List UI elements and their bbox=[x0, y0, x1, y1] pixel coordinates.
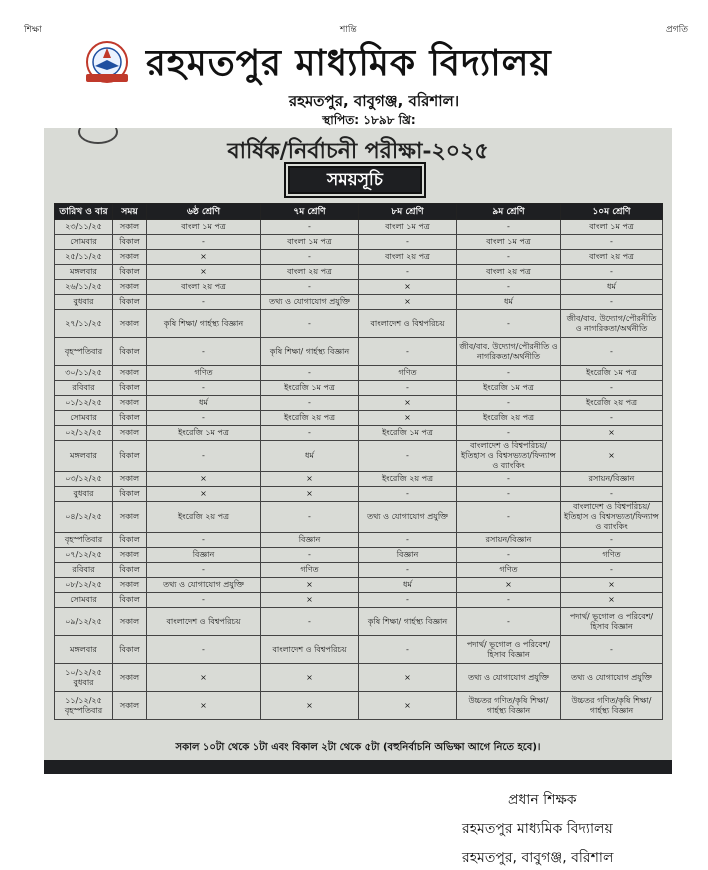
subject-cell: × bbox=[261, 593, 359, 608]
session-cell: সকাল bbox=[113, 608, 147, 636]
session-cell: সকাল bbox=[113, 366, 147, 381]
subject-cell: বিজ্ঞান bbox=[147, 548, 261, 563]
established-year: স্থাপিত: ১৮৯৮ খ্রি: bbox=[322, 113, 416, 127]
subject-cell: উচ্চতর গণিত/কৃষি শিক্ষা/ গার্হস্থ্য বিজ্ঞান bbox=[561, 692, 663, 720]
table-row bbox=[55, 381, 663, 396]
subject-cell: কৃষি শিক্ষা/ গার্হস্থ্য বিজ্ঞান bbox=[359, 608, 457, 636]
subject-cell: - bbox=[359, 265, 457, 280]
subject-cell: ইংরেজি ১ম পত্র bbox=[457, 381, 561, 396]
subject-cell: বাংলাদেশ ও বিশ্বপরিচয় bbox=[261, 636, 359, 664]
subject-cell: × bbox=[147, 692, 261, 720]
table-row bbox=[55, 411, 663, 426]
session-cell: সকাল bbox=[113, 220, 147, 235]
session-cell: সকাল bbox=[113, 310, 147, 338]
subject-cell: - bbox=[261, 366, 359, 381]
session-cell: সকাল bbox=[113, 664, 147, 692]
subject-cell: × bbox=[457, 578, 561, 593]
subject-cell: - bbox=[457, 280, 561, 295]
subject-cell: পদার্থ/ ভূগোল ও পরিবেশ/ হিসাব বিজ্ঞান bbox=[457, 636, 561, 664]
subject-cell: ধর্ম bbox=[261, 441, 359, 472]
table-row bbox=[55, 533, 663, 548]
date-cell: সোমবার bbox=[55, 593, 113, 608]
exam-schedule-table bbox=[54, 203, 663, 720]
subject-cell: × bbox=[147, 265, 261, 280]
subject-cell: বাংলাদেশ ও বিশ্বপরিচয়/ইতিহাস ও বিশ্বসভ্যতা/ফিন্যান্স ও ব্যাংকিং bbox=[561, 502, 663, 533]
subject-cell: - bbox=[359, 636, 457, 664]
date-cell: বৃহস্পতিবার bbox=[55, 533, 113, 548]
subject-cell: জীব/বাব. উদ্যোগ/পৌরনীতি ও নাগরিকতা/অর্থনীতি bbox=[561, 310, 663, 338]
subject-cell: × bbox=[561, 578, 663, 593]
date-cell: মঙ্গলবার bbox=[55, 636, 113, 664]
session-cell: বিকাল bbox=[113, 265, 147, 280]
subject-cell: বাংলা ১ম পত্র bbox=[359, 220, 457, 235]
subject-cell: ধর্ম bbox=[457, 295, 561, 310]
subject-cell: কৃষি শিক্ষা/ গার্হস্থ্য বিজ্ঞান bbox=[147, 310, 261, 338]
table-row bbox=[55, 578, 663, 593]
subject-cell: - bbox=[457, 608, 561, 636]
subject-cell: রসায়ন/বিজ্ঞান bbox=[457, 533, 561, 548]
exam-time-note: সকাল ১০টা থেকে ১টা এবং বিকাল ২টা থেকে ৫টা (বহুনির্বাচনি অভিক্ষা আগে নিতে হবে)। bbox=[175, 742, 541, 753]
column-header: ১০ম শ্রেণি bbox=[561, 204, 663, 220]
session-cell: বিকাল bbox=[113, 295, 147, 310]
table-row bbox=[55, 563, 663, 578]
subject-cell: × bbox=[359, 664, 457, 692]
subject-cell: - bbox=[359, 533, 457, 548]
session-cell: সকাল bbox=[113, 502, 147, 533]
table-row bbox=[55, 338, 663, 366]
subject-cell: - bbox=[147, 235, 261, 250]
subject-cell: × bbox=[359, 692, 457, 720]
subject-cell: ইংরেজি ২য় পত্র bbox=[561, 396, 663, 411]
subject-cell: - bbox=[359, 235, 457, 250]
session-cell: সকাল bbox=[113, 578, 147, 593]
subject-cell: বাংলা ১ম পত্র bbox=[147, 220, 261, 235]
table-header-row bbox=[55, 204, 663, 220]
subject-cell: গণিত bbox=[561, 548, 663, 563]
subject-cell: বাংলা ১ম পত্র bbox=[457, 235, 561, 250]
date-cell: ২৭/১১/২৫ bbox=[55, 310, 113, 338]
subject-cell: - bbox=[457, 472, 561, 487]
subject-cell: ইংরেজি ১ম পত্র bbox=[359, 426, 457, 441]
subject-cell: - bbox=[457, 396, 561, 411]
date-cell: ০২/১২/২৫ bbox=[55, 426, 113, 441]
date-cell: রবিবার bbox=[55, 563, 113, 578]
subject-cell: × bbox=[261, 692, 359, 720]
subject-cell: × bbox=[147, 250, 261, 265]
signature-address: রহমতপুর, বাবুগঞ্জ, বরিশাল bbox=[462, 850, 614, 866]
table-row bbox=[55, 441, 663, 472]
subject-cell: × bbox=[147, 664, 261, 692]
cropped-note-strip bbox=[44, 760, 672, 774]
subject-cell: × bbox=[359, 411, 457, 426]
date-cell: মঙ্গলবার bbox=[55, 265, 113, 280]
table-row bbox=[55, 396, 663, 411]
subject-cell: - bbox=[561, 265, 663, 280]
date-cell: বৃহস্পতিবার bbox=[55, 338, 113, 366]
subject-cell: - bbox=[261, 548, 359, 563]
session-cell: সকাল bbox=[113, 396, 147, 411]
date-cell: ১০/১২/২৫ বুধবার bbox=[55, 664, 113, 692]
column-header: ৯ম শ্রেণি bbox=[457, 204, 561, 220]
subject-cell: বিজ্ঞান bbox=[261, 533, 359, 548]
subject-cell: - bbox=[561, 381, 663, 396]
table-row bbox=[55, 366, 663, 381]
subject-cell: ইংরেজি ২য় পত্র bbox=[359, 472, 457, 487]
date-cell: ০৪/১২/২৫ bbox=[55, 502, 113, 533]
table-row bbox=[55, 426, 663, 441]
subject-cell: উচ্চতর গণিত/কৃষি শিক্ষা/ গার্হস্থ্য বিজ্ঞান bbox=[457, 692, 561, 720]
date-cell: সোমবার bbox=[55, 235, 113, 250]
table-row bbox=[55, 593, 663, 608]
subject-cell: রসায়ন/বিজ্ঞান bbox=[561, 472, 663, 487]
subject-cell: - bbox=[147, 411, 261, 426]
session-cell: সকাল bbox=[113, 548, 147, 563]
subject-cell: × bbox=[359, 280, 457, 295]
subject-cell: - bbox=[457, 366, 561, 381]
subject-cell: বিজ্ঞান bbox=[359, 548, 457, 563]
signature-school-name: রহমতপুর মাধ্যমিক বিদ্যালয় bbox=[462, 821, 613, 837]
subject-cell: - bbox=[261, 220, 359, 235]
date-cell: ২৩/১১/২৫ bbox=[55, 220, 113, 235]
subject-cell: - bbox=[457, 310, 561, 338]
exam-routine-photo bbox=[44, 128, 672, 774]
table-row bbox=[55, 220, 663, 235]
date-cell: বুধবার bbox=[55, 295, 113, 310]
subject-cell: - bbox=[457, 593, 561, 608]
session-cell: বিকাল bbox=[113, 593, 147, 608]
subject-cell: - bbox=[457, 548, 561, 563]
subject-cell: ইংরেজি ১ম পত্র bbox=[561, 366, 663, 381]
subject-cell: - bbox=[561, 563, 663, 578]
subject-cell: বাংলা ২য় পত্র bbox=[561, 250, 663, 265]
table-row bbox=[55, 295, 663, 310]
subject-cell: - bbox=[261, 310, 359, 338]
subject-cell: গণিত bbox=[261, 563, 359, 578]
subject-cell: - bbox=[147, 636, 261, 664]
subject-cell: বাংলাদেশ ও বিশ্বপরিচয় bbox=[359, 310, 457, 338]
school-name: রহমতপুর মাধ্যমিক বিদ্যালয় bbox=[146, 42, 552, 84]
subject-cell: × bbox=[561, 441, 663, 472]
subject-cell: ইংরেজি ১ম পত্র bbox=[147, 426, 261, 441]
table-row bbox=[55, 310, 663, 338]
subject-cell: - bbox=[147, 563, 261, 578]
subject-cell: - bbox=[147, 533, 261, 548]
date-cell: ০১/১২/২৫ bbox=[55, 396, 113, 411]
motto-education: শিক্ষা bbox=[24, 25, 42, 35]
subject-cell: - bbox=[359, 593, 457, 608]
subject-cell: - bbox=[457, 220, 561, 235]
subject-cell: × bbox=[261, 664, 359, 692]
table-row bbox=[55, 502, 663, 533]
date-cell: ৩০/১১/২৫ bbox=[55, 366, 113, 381]
session-cell: বিকাল bbox=[113, 381, 147, 396]
date-cell: মঙ্গলবার bbox=[55, 441, 113, 472]
column-header: সময় bbox=[113, 204, 147, 220]
subject-cell: - bbox=[359, 338, 457, 366]
subject-cell: - bbox=[359, 381, 457, 396]
motto-progress: প্রগতি bbox=[666, 25, 688, 35]
subject-cell: - bbox=[261, 280, 359, 295]
table-row bbox=[55, 692, 663, 720]
subject-cell: × bbox=[359, 396, 457, 411]
table-row bbox=[55, 636, 663, 664]
session-cell: বিকাল bbox=[113, 441, 147, 472]
subject-cell: - bbox=[359, 441, 457, 472]
subject-cell: বাংলাদেশ ও বিশ্বপরিচয় bbox=[147, 608, 261, 636]
subject-cell: - bbox=[261, 608, 359, 636]
table-row bbox=[55, 664, 663, 692]
subject-cell: - bbox=[261, 250, 359, 265]
session-cell: বিকাল bbox=[113, 235, 147, 250]
subject-cell: পদার্থ/ ভূগোল ও পরিবেশ/ হিসাব বিজ্ঞান bbox=[561, 608, 663, 636]
subject-cell: × bbox=[359, 295, 457, 310]
session-cell: সকাল bbox=[113, 472, 147, 487]
subject-cell: তথ্য ও যোগাযোগ প্রযুক্তি bbox=[359, 502, 457, 533]
school-address: রহমতপুর, বাবুগঞ্জ, বরিশাল। bbox=[288, 92, 460, 110]
subject-cell: বাংলা ২য় পত্র bbox=[457, 265, 561, 280]
session-cell: বিকাল bbox=[113, 533, 147, 548]
subject-cell: ধর্ম bbox=[147, 396, 261, 411]
subject-cell: বাংলা ১ম পত্র bbox=[261, 235, 359, 250]
session-cell: সকাল bbox=[113, 692, 147, 720]
table-row bbox=[55, 250, 663, 265]
subject-cell: ইংরেজি ২য় পত্র bbox=[261, 411, 359, 426]
subject-cell: ইংরেজি ২য় পত্র bbox=[457, 411, 561, 426]
subject-cell: - bbox=[457, 426, 561, 441]
subject-cell: তথ্য ও যোগাযোগ প্রযুক্তি bbox=[261, 295, 359, 310]
session-cell: বিকাল bbox=[113, 636, 147, 664]
subject-cell: - bbox=[561, 533, 663, 548]
session-cell: বিকাল bbox=[113, 411, 147, 426]
date-cell: ২৫/১১/২৫ bbox=[55, 250, 113, 265]
subject-cell: × bbox=[261, 472, 359, 487]
date-cell: ০৩/১২/২৫ bbox=[55, 472, 113, 487]
subject-cell: বাংলা ২য় পত্র bbox=[261, 265, 359, 280]
table-row bbox=[55, 608, 663, 636]
subject-cell: - bbox=[457, 250, 561, 265]
subject-cell: × bbox=[147, 472, 261, 487]
subject-cell: - bbox=[561, 235, 663, 250]
subject-cell: তথ্য ও যোগাযোগ প্রযুক্তি bbox=[457, 664, 561, 692]
subject-cell: - bbox=[147, 381, 261, 396]
table-row bbox=[55, 265, 663, 280]
column-header: ৭ম শ্রেণি bbox=[261, 204, 359, 220]
date-cell: সোমবার bbox=[55, 411, 113, 426]
subject-cell: ইংরেজি ২য় পত্র bbox=[147, 502, 261, 533]
date-cell: ০৮/১২/২৫ bbox=[55, 578, 113, 593]
subject-cell: - bbox=[561, 295, 663, 310]
table-row bbox=[55, 235, 663, 250]
subject-cell: তথ্য ও যোগাযোগ প্রযুক্তি bbox=[561, 664, 663, 692]
table-row bbox=[55, 487, 663, 502]
headmaster-title: প্রধান শিক্ষক bbox=[508, 792, 577, 808]
subject-cell: বাংলা ১ম পত্র bbox=[561, 220, 663, 235]
subject-cell: বাংলাদেশ ও বিশ্বপরিচয়/ইতিহাস ও বিশ্বসভ্যতা/ফিন্যান্স ও ব্যাংকিং bbox=[457, 441, 561, 472]
subject-cell: ইংরেজি ১ম পত্র bbox=[261, 381, 359, 396]
exam-title: বার্ষিক/নির্বাচনী পরীক্ষা-২০২৫ bbox=[227, 138, 489, 164]
date-cell: ০৯/১২/২৫ bbox=[55, 608, 113, 636]
subject-cell: - bbox=[561, 411, 663, 426]
session-cell: বিকাল bbox=[113, 487, 147, 502]
subject-cell: - bbox=[561, 338, 663, 366]
subject-cell: - bbox=[359, 487, 457, 502]
school-logo-icon bbox=[80, 40, 134, 86]
session-cell: বিকাল bbox=[113, 338, 147, 366]
subject-cell: ধর্ম bbox=[359, 578, 457, 593]
routine-badge: সময়সূচি bbox=[288, 166, 422, 194]
table-row bbox=[55, 280, 663, 295]
table-row bbox=[55, 472, 663, 487]
subject-cell: তথ্য ও যোগাযোগ প্রযুক্তি bbox=[147, 578, 261, 593]
column-header: ৮ম শ্রেণি bbox=[359, 204, 457, 220]
subject-cell: - bbox=[561, 487, 663, 502]
subject-cell: - bbox=[147, 593, 261, 608]
subject-cell: - bbox=[261, 502, 359, 533]
subject-cell: বাংলা ২য় পত্র bbox=[359, 250, 457, 265]
date-cell: বুধবার bbox=[55, 487, 113, 502]
subject-cell: - bbox=[261, 426, 359, 441]
session-cell: সকাল bbox=[113, 250, 147, 265]
subject-cell: - bbox=[147, 441, 261, 472]
subject-cell: বাংলা ২য় পত্র bbox=[147, 280, 261, 295]
subject-cell: - bbox=[147, 295, 261, 310]
session-cell: বিকাল bbox=[113, 563, 147, 578]
column-header: তারিখ ও বার bbox=[55, 204, 113, 220]
subject-cell: জীব/বাব. উদ্যোগ/পৌরনীতি ও নাগরিকতা/অর্থনীতি bbox=[457, 338, 561, 366]
date-cell: ০৭/১২/২৫ bbox=[55, 548, 113, 563]
date-cell: রবিবার bbox=[55, 381, 113, 396]
subject-cell: - bbox=[561, 636, 663, 664]
subject-cell: × bbox=[561, 426, 663, 441]
subject-cell: × bbox=[561, 593, 663, 608]
subject-cell: - bbox=[261, 396, 359, 411]
subject-cell: - bbox=[457, 487, 561, 502]
subject-cell: গণিত bbox=[147, 366, 261, 381]
subject-cell: × bbox=[261, 578, 359, 593]
column-header: ৬ষ্ঠ শ্রেণি bbox=[147, 204, 261, 220]
date-cell: ২৬/১১/২৫ bbox=[55, 280, 113, 295]
subject-cell: - bbox=[457, 502, 561, 533]
subject-cell: গণিত bbox=[359, 366, 457, 381]
subject-cell: × bbox=[261, 487, 359, 502]
session-cell: সকাল bbox=[113, 426, 147, 441]
subject-cell: ধর্ম bbox=[561, 280, 663, 295]
subject-cell: গণিত bbox=[457, 563, 561, 578]
motto-peace: শান্তি bbox=[340, 25, 357, 35]
date-cell: ১১/১২/২৫ বৃহস্পতিবার bbox=[55, 692, 113, 720]
subject-cell: - bbox=[359, 563, 457, 578]
subject-cell: - bbox=[147, 338, 261, 366]
table-row bbox=[55, 548, 663, 563]
subject-cell: × bbox=[147, 487, 261, 502]
subject-cell: কৃষি শিক্ষা/ গার্হস্থ্য বিজ্ঞান bbox=[261, 338, 359, 366]
session-cell: সকাল bbox=[113, 280, 147, 295]
